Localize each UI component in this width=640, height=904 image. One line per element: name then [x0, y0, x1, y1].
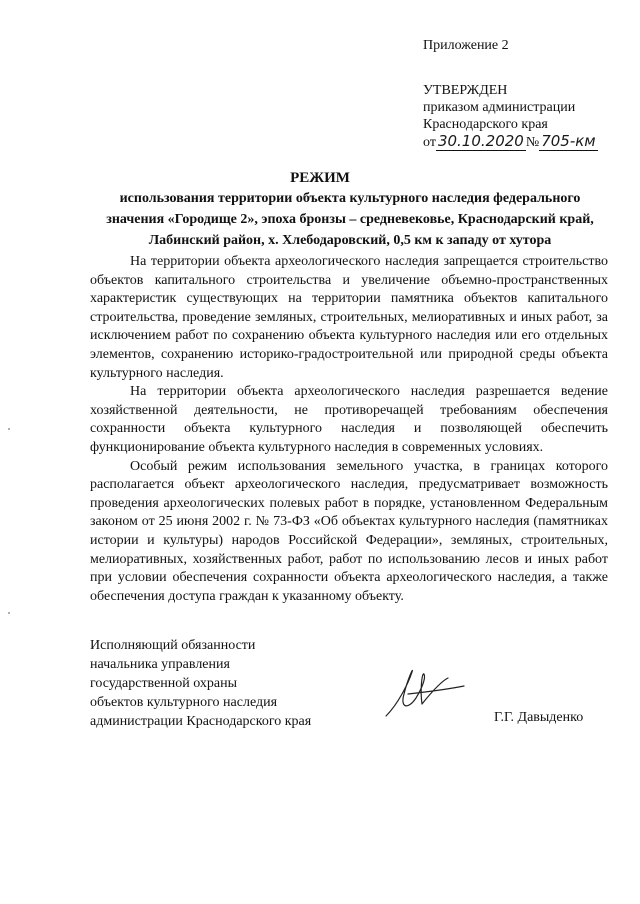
signatory-name: Г.Г. Давыденко	[494, 710, 584, 725]
signatory-line-2: начальника управления	[90, 657, 230, 672]
signatory-position	[90, 636, 311, 731]
order-number-prefix: №	[525, 135, 540, 150]
approval-block	[423, 82, 598, 151]
approved-by-line-1: приказом администрации	[423, 100, 576, 115]
signatory-line-1: Исполняющий обязанности	[90, 638, 256, 653]
handwritten-signature	[378, 664, 468, 724]
signatory-line-5: администрации Краснодарского края	[90, 714, 312, 729]
document-title: РЕЖИМ	[290, 170, 350, 186]
paragraph-1: На территории объекта археологического наследия запрещается строительство объектов капитального строительства и увеличение объемно-пространственных характеристик существующих на территории памятника объектов капитального строительства, проведение земляных, строительных, мелиоративных и иных работ, за исключением работ по сохранению объекта культурного наследия или его отдельных элементов, сохранению историко-градостроительной или природной среды объекта культурного наследия.	[90, 254, 608, 381]
approved-by-line-2: Краснодарского края	[423, 117, 548, 132]
paragraph-3: Особый режим использования земельного участка, в границах которого располагается объект археологического наследия, предусматривает возможность проведения археологических полевых работ в порядке, установленном Федеральным законом от 25 июня 2002 г. № 73-ФЗ «Об объектах культурного наследия (памятниках истории и культуры) народов Российской Федерации», земляных, строительных, мелиоративных, хозяйственных работ, работ по использованию лесов и иных работ при условии обеспечения сохранности объекта археологического наследия, а также обеспечения доступа граждан к указанному объекту.	[90, 458, 608, 604]
signatory-line-4: объектов культурного наследия	[90, 695, 278, 710]
order-date: 30.10.2020	[437, 132, 524, 150]
document-subtitle: использования территории объекта культурного наследия федерального значения «Городище 2», эпоха бронзы – средневековье, Краснодарский край, Лабинский район, х. Хлебодаровский, 0,5 км к западу от хутора	[106, 191, 594, 248]
appendix-label: Приложение 2	[423, 38, 509, 53]
paragraph-2: На территории объекта археологического наследия разрешается ведение хозяйственной деятельности, не противоречащей требованиям обеспечения сохранности объекта культурного наследия и позволяющей обеспечить функционирование объекта культурного наследия в современных условиях.	[90, 384, 608, 455]
approved-label: УТВЕРЖДЕН	[423, 83, 508, 98]
scan-speck	[8, 428, 10, 430]
signatory-line-3: государственной охраны	[90, 676, 238, 691]
order-from-prefix: от	[423, 135, 436, 150]
order-number: 705-км	[541, 132, 596, 150]
order-line	[423, 133, 598, 151]
document-body	[90, 253, 608, 606]
scan-speck	[8, 612, 10, 614]
